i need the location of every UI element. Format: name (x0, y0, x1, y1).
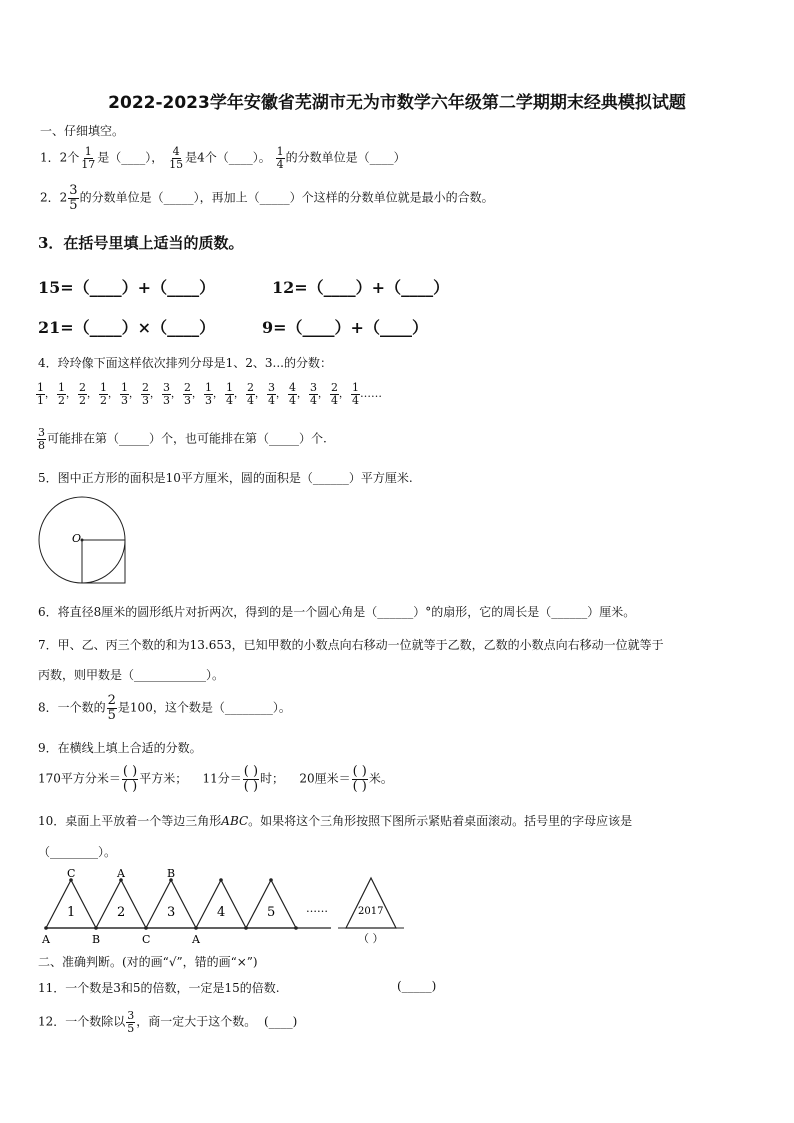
fraction: $\frac{3}{5}$ (69, 183, 78, 213)
fraction: $\frac{1}{17}$ (81, 145, 96, 171)
triangle-number: 5 (267, 905, 276, 920)
square (82, 540, 125, 583)
circle-square-figure (30, 494, 140, 594)
question-11: 11．一个数是3和5的倍数，一定是15的倍数. (38, 981, 280, 995)
question-7-line2: 丙数，则甲数是（____________）。 (38, 668, 225, 682)
fraction: $\frac{1}{4}$ (276, 145, 284, 171)
question-1: 1．2个 $\frac{1}{17}$ 是（____）， $\frac{4}{15}$ 是4个（____）。 $\frac{1}{4}$ 的分数单位是（____） (40, 145, 406, 171)
vertex-dot (144, 926, 148, 930)
fraction: $\frac{3}{8}$ (38, 426, 45, 452)
vertex-dot (94, 926, 98, 930)
triangle-number: 2017 (358, 906, 384, 917)
sequence-fraction: $\frac{1}{1}$ (37, 381, 44, 407)
question-11-blank: (_____) (397, 979, 437, 993)
question-3-b: 12=（____）+（____） (272, 278, 450, 297)
fraction: $\frac{4}{15}$ (169, 145, 184, 171)
vertex-dot (44, 926, 48, 930)
vertex-dot (294, 926, 298, 930)
fraction-sequence: $\frac{1}{1}$ ， $\frac{1}{2}$ ， $\frac{2}{2}$ ， $\frac{1}{2}$ ， $\frac{1}{3}$ ， $\frac{2}{3}$ ， $\frac{3}{3}$ ， $\frac{2}{3}$ ， $\frac{1}{3}$ ， $\frac{1}{4}$ ， $\frac{2}{4}$ ， $\frac{3}{4}$ ， $\frac{4}{4}$ ， $\frac{3}{4}$ ， $\frac{2}{4}$ ， $\frac{1}{4}$ …… (37, 381, 382, 407)
vertex-label: A (192, 933, 200, 946)
vertex-dot (219, 878, 223, 882)
question-4-label: 4．玲玲像下面这样依次排列分母是1、2、3...的分数： (38, 356, 332, 370)
sequence-fraction: $\frac{1}{3}$ (121, 381, 128, 407)
page-title: 2022-2023学年安徽省芜湖市无为市数学六年级第二学期期末经典模拟试题 (108, 93, 686, 113)
sequence-fraction: $\frac{3}{4}$ (268, 381, 275, 407)
question-8: 8．一个数的 $\frac{2}{5}$ 是100，这个数是（________）。 (38, 693, 291, 723)
fraction: $\frac{2}{5}$ (107, 693, 116, 723)
question-7-line1: 7．甲、乙、丙三个数的和为13.653，已知甲数的小数点向右移动一位就等于乙数，乙数的小数点向右移动一位就等于 (38, 638, 664, 652)
sequence-fraction: $\frac{1}{2}$ (58, 381, 65, 407)
question-3-label: 3．在括号里填上适当的质数。 (38, 234, 244, 252)
sequence-fraction: $\frac{3}{4}$ (310, 381, 317, 407)
question-2: 2．2 $\frac{3}{5}$ 的分数单位是（_____），再加上（_____）个这样的分数单位就是最小的合数。 (40, 183, 494, 213)
question-10-line1: 10．桌面上平放着一个等边三角形ABC。如果将这个三角形按照下图所示紧贴着桌面滚动。括号里的字母应该是 (38, 814, 633, 828)
question-9-label: 9．在横线上填上合适的分数。 (38, 741, 202, 755)
vertex-label: B (167, 867, 176, 880)
vertex-label: B (92, 933, 101, 946)
triangle-number: 3 (167, 905, 176, 920)
triangle-number: 1 (67, 905, 76, 920)
fraction: $\frac{3}{5}$ (127, 1009, 135, 1035)
question-3-a: 15=（____）+（____） (38, 278, 216, 297)
question-4-blank: $\frac{3}{8}$ 可能排在第（_____）个，也可能排在第（_____）个. (38, 426, 327, 452)
triangle-5 (246, 880, 296, 928)
vertex-dot (269, 878, 273, 882)
vertex-label: A (42, 933, 50, 946)
fraction-blank: $\frac{( )}{( )}$ (122, 764, 138, 794)
question-6: 6．将直径8厘米的圆形纸片对折两次，得到的是一个圆心角是（______）°的扇形，它的周长是（______）厘米。 (38, 605, 636, 619)
vertex-label: A (117, 867, 125, 880)
triangle-4 (196, 880, 246, 928)
question-3-d: 9=（____）+（____） (262, 318, 428, 337)
ellipsis: …… (306, 902, 328, 915)
center-label: O (72, 532, 82, 545)
vertex-label: C (142, 933, 151, 946)
triangle-number: 4 (217, 905, 226, 920)
vertex-dot (194, 926, 198, 930)
triangle-2017 (346, 878, 396, 928)
question-12: 12．一个数除以 $\frac{3}{5}$ ，商一定大于这个数。 (____) (38, 1009, 298, 1035)
sequence-fraction: $\frac{2}{4}$ (331, 381, 338, 407)
sequence-ellipsis: …… (360, 387, 382, 401)
triangle-2 (96, 880, 146, 928)
question-5: 5．图中正方形的面积是10平方厘米，圆的面积是（______）平方厘米. (38, 471, 413, 485)
vertex-dot (244, 926, 248, 930)
section-heading-2: 二、准确判断。(对的画“√”，错的画“×”) (38, 955, 258, 969)
sequence-fraction: $\frac{2}{2}$ (79, 381, 86, 407)
sequence-fraction: $\frac{4}{4}$ (289, 381, 296, 407)
sequence-fraction: $\frac{2}{3}$ (184, 381, 191, 407)
triangle-3 (146, 880, 196, 928)
triangle-1 (46, 880, 96, 928)
sequence-fraction: $\frac{1}{4}$ (226, 381, 233, 407)
sequence-fraction: $\frac{1}{3}$ (205, 381, 212, 407)
rolling-triangles-figure (36, 866, 416, 946)
vertex-label: C (67, 867, 76, 880)
sequence-fraction: $\frac{3}{3}$ (163, 381, 170, 407)
answer-paren: （ ） (358, 932, 384, 945)
question-10-line2: （________）。 (38, 845, 117, 859)
section-heading-1: 一、仔细填空。 (40, 124, 125, 138)
triangle-number: 2 (117, 905, 126, 920)
sequence-fraction: $\frac{2}{4}$ (247, 381, 254, 407)
question-9-items: 170平方分米＝ $\frac{( )}{( )}$ 平方米； 11分＝ $\frac{( )}{( )}$ 时； 20厘米＝ $\frac{( )}{( )}$ 米。 (38, 764, 393, 794)
sequence-fraction: $\frac{2}{3}$ (142, 381, 149, 407)
sequence-fraction: $\frac{1}{4}$ (352, 381, 359, 407)
question-3-c: 21=（____）×（____） (38, 318, 216, 337)
sequence-fraction: $\frac{1}{2}$ (100, 381, 107, 407)
fraction-blank: $\frac{( )}{( )}$ (352, 764, 367, 794)
fraction-blank: $\frac{( )}{( )}$ (243, 764, 259, 794)
